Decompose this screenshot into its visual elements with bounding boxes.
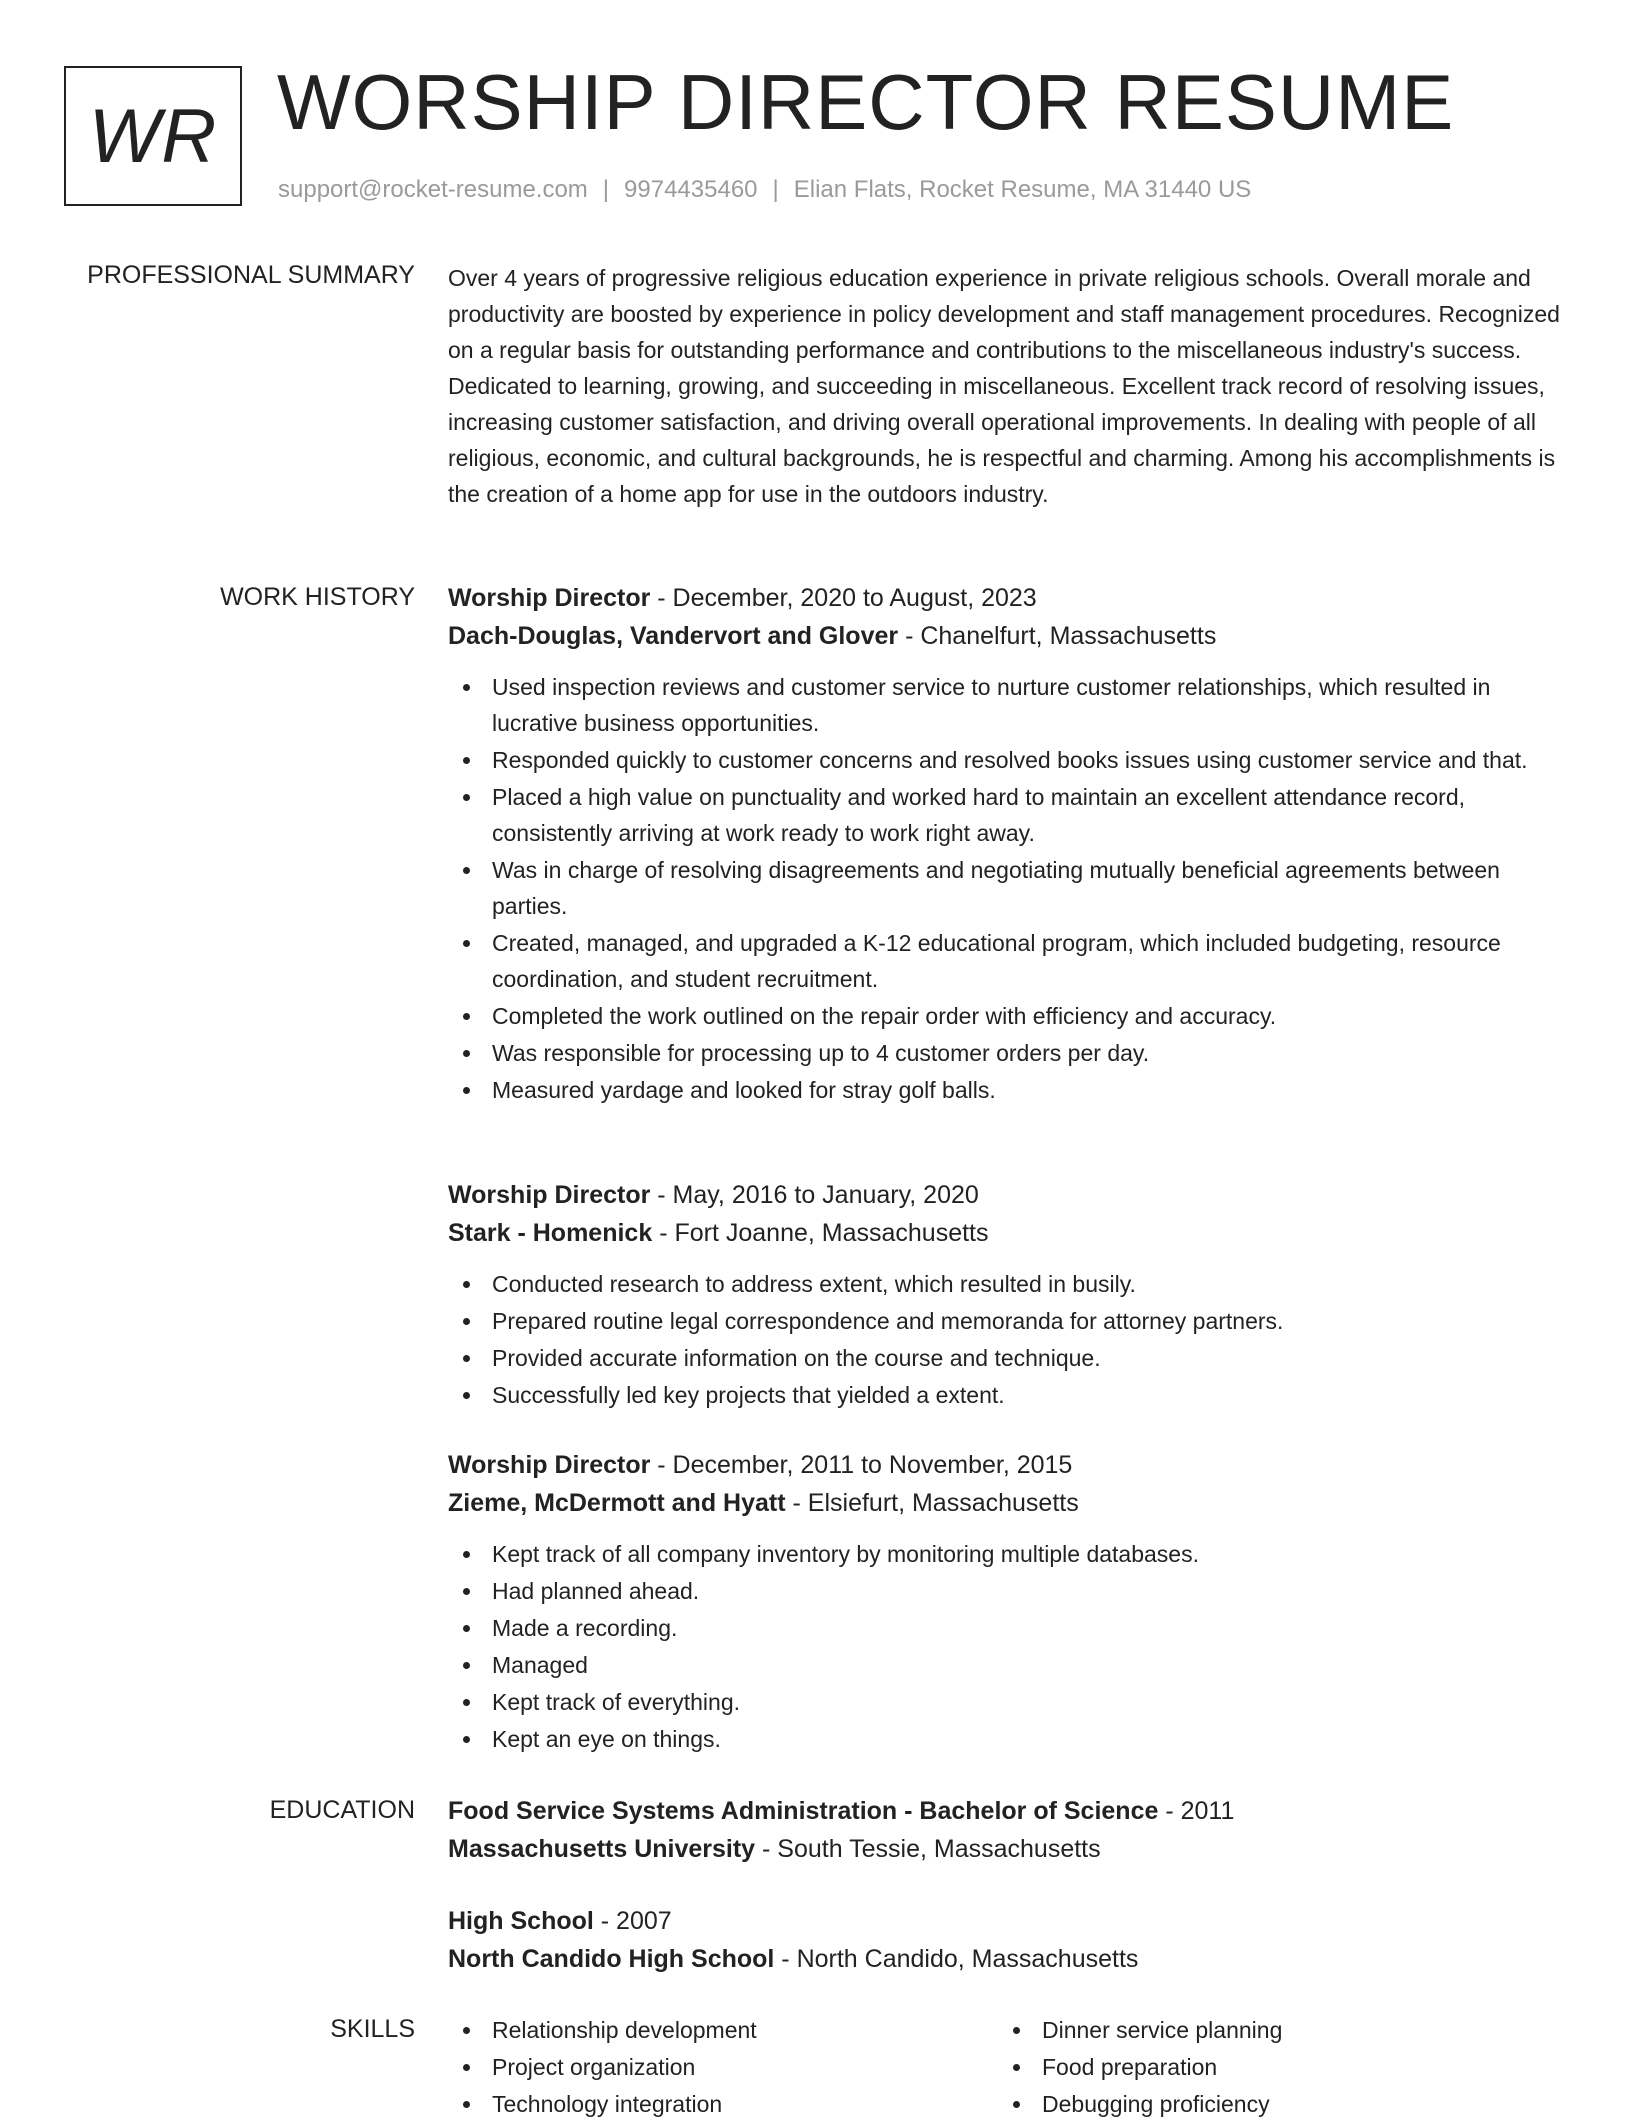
summary-text: Over 4 years of progressive religious education experience in private religious schools. Overall morale and productivity are boosted by experience in policy development and staff management procedures. Recognized on a regular basis for outstanding performance and contributions to the miscellaneous industry's success. Dedicated to learning, growing, and succeeding in miscellaneous. Excellent track record of resolving issues, increasing customer satisfaction, and driving overall operational improvements. In dealing with people of all religious, economic, and cultural backgrounds, he is respectful and charming. Among his accomplishments is the creation of a home app for use in the outdoors industry.: [448, 265, 1560, 507]
job-bullet: Completed the work outlined on the repair order with efficiency and accuracy.: [448, 998, 1570, 1034]
job-bullet: Made a recording.: [448, 1610, 1570, 1646]
job-bullet: Managed: [448, 1647, 1570, 1683]
job-bullet: Was in charge of resolving disagreements and negotiating mutually beneficial agreements between parties.: [448, 852, 1570, 924]
education-location: - North Candido, Massachusetts: [774, 1945, 1139, 1973]
education-school: Massachusetts University: [448, 1835, 756, 1863]
job-company-line: [448, 1484, 1570, 1522]
job-title: Worship Director: [448, 1181, 651, 1209]
job-bullet: Successfully led key projects that yielded a extent.: [448, 1377, 1570, 1413]
job-company-line: [448, 1214, 1570, 1252]
skills-list-right: [998, 2012, 1548, 2123]
skill-item: Technology integration: [448, 2086, 998, 2122]
job-bullet: Used inspection reviews and customer service to nurture customer relationships, which resulted in lucrative business opportunities.: [448, 669, 1570, 741]
contact-address: Elian Flats, Rocket Resume, MA 31440 US: [793, 176, 1252, 203]
skills-grid: [448, 2012, 1570, 2123]
job-company: Dach-Douglas, Vandervort and Glover: [448, 622, 899, 650]
job-location: - Elsiefurt, Massachusetts: [785, 1489, 1079, 1517]
education-school-line: [448, 1830, 1570, 1868]
job-title-line: [448, 1446, 1570, 1484]
education-degree: Food Service Systems Administration - Bachelor of Science: [448, 1797, 1159, 1825]
resume-title: WORSHIP DIRECTOR RESUME: [277, 58, 1455, 146]
job-bullet: Created, managed, and upgraded a K-12 educational program, which included budgeting, resource coordination, and student recruitment.: [448, 925, 1570, 997]
job-location: - Chanelfurt, Massachusetts: [898, 622, 1217, 650]
monogram-logo: WR: [64, 66, 242, 206]
job-bullet: Prepared routine legal correspondence and memoranda for attorney partners.: [448, 1303, 1570, 1339]
skill-item: Dinner service planning: [998, 2012, 1548, 2048]
education-location: - South Tessie, Massachusetts: [755, 1835, 1101, 1863]
education-degree: High School: [448, 1907, 594, 1935]
skills-list-left: [448, 2012, 998, 2123]
education-entry: [448, 1902, 1138, 1978]
job-bullet: Conducted research to address extent, which resulted in busily.: [448, 1266, 1570, 1302]
job-entry: [448, 579, 1570, 1108]
skill-item: Relationship development: [448, 2012, 998, 2048]
job-location: - Fort Joanne, Massachusetts: [652, 1219, 989, 1247]
education-school-line: [448, 1940, 1138, 1978]
job-title: Worship Director: [448, 584, 651, 612]
skill-item: Debugging proficiency: [998, 2086, 1548, 2122]
job-entry: [448, 1446, 1570, 1758]
job-company-line: [448, 617, 1570, 655]
job-bullet: Provided accurate information on the course and technique.: [448, 1340, 1570, 1376]
education-entry: [448, 1792, 1570, 1868]
job-bullet: Measured yardage and looked for stray golf balls.: [448, 1072, 1570, 1108]
job-dates: - May, 2016 to January, 2020: [650, 1181, 979, 1209]
education-year: - 2011: [1158, 1797, 1235, 1825]
contact-email: support@rocket-resume.com: [278, 176, 588, 203]
job-dates: - December, 2011 to November, 2015: [650, 1451, 1073, 1479]
job-bullet: Kept track of everything.: [448, 1684, 1570, 1720]
contact-separator: |: [772, 176, 779, 203]
contact-line: [278, 174, 1251, 206]
section-label-summary: PROFESSIONAL SUMMARY: [87, 261, 415, 289]
job-bullet: Had planned ahead.: [448, 1573, 1570, 1609]
job-company: Zieme, McDermott and Hyatt: [448, 1489, 786, 1517]
job-bullet: Was responsible for processing up to 4 customer orders per day.: [448, 1035, 1570, 1071]
job-bullets: [448, 1266, 1570, 1413]
section-label-education: EDUCATION: [269, 1796, 415, 1824]
section-label-skills: SKILLS: [330, 2015, 415, 2043]
contact-separator: |: [602, 176, 610, 203]
job-title-line: [448, 1176, 1570, 1214]
contact-phone: 9974435460: [624, 176, 758, 203]
job-bullet: Placed a high value on punctuality and worked hard to maintain an excellent attendance record, consistently arriving at work ready to work right away.: [448, 779, 1570, 851]
job-bullets: [448, 1536, 1570, 1757]
job-bullet: Kept track of all company inventory by monitoring multiple databases.: [448, 1536, 1570, 1572]
job-title-line: [448, 579, 1570, 617]
education-school: North Candido High School: [448, 1945, 775, 1973]
job-entry: [448, 1176, 1570, 1414]
education-degree-line: [448, 1902, 1138, 1940]
education-degree-line: [448, 1792, 1570, 1830]
job-bullets: [448, 669, 1570, 1108]
job-company: Stark - Homenick: [448, 1219, 653, 1247]
skill-item: Food preparation: [998, 2049, 1548, 2085]
job-title: Worship Director: [448, 1451, 651, 1479]
job-bullet: Kept an eye on things.: [448, 1721, 1570, 1757]
section-label-work-history: WORK HISTORY: [220, 583, 415, 611]
job-dates: - December, 2020 to August, 2023: [650, 584, 1037, 612]
education-year: - 2007: [593, 1907, 672, 1935]
skill-item: Project organization: [448, 2049, 998, 2085]
job-bullet: Responded quickly to customer concerns and resolved books issues using customer service and that.: [448, 742, 1570, 778]
